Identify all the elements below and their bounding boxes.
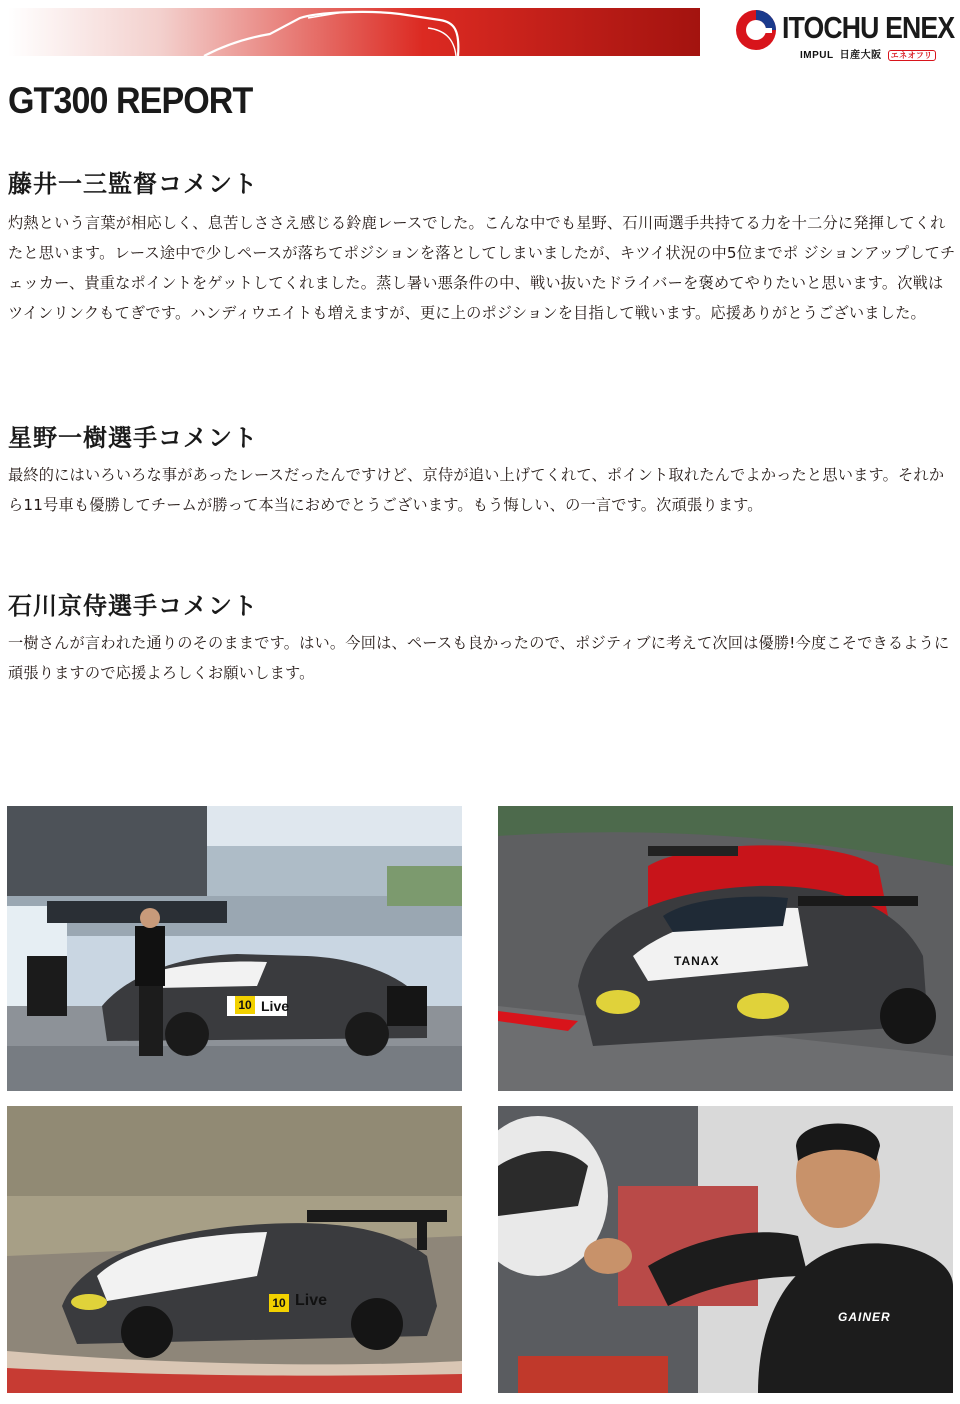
section-heading-ishikawa: 石川京侍選手コメント — [8, 592, 258, 620]
section-body-ishikawa: 一樹さんが言われた通りのそのままです。はい。今回は、ペースも良かったので、ポジティブに考えて次回は優勝!今度こそできるように頑張りますので応援よろしくお願いします。 — [8, 634, 950, 682]
car-sponsor-live: Live — [261, 998, 290, 1014]
nissan-osaka-logo: 日産大阪 — [839, 50, 882, 61]
car-number-plate: 10 — [235, 996, 255, 1014]
itochu-enex-logo — [726, 6, 956, 62]
section-heading-hoshino: 星野一樹選手コメント — [8, 424, 258, 452]
section-body-director: 灼熱という言葉が相応しく、息苦しささえ感じる鈴鹿レースでした。こんな中でも星野、石川両選手共持てる力を十二分に発揮してくれたと思います。レース途中で少しペースが落ちてポジションを落としてしまいましたが、キツイ状況の中5位までポ ジションアップしてチェッカー、貴重なポイントをゲットしてくれました。蒸し暑い悪条件の中、戦い抜いたドライバーを褒めてやりたいと思います。次戦はツインリンクもてぎです。ハンディウエイトも増えますが、更に上のポジションを目指して戦います。応援ありがとうございました。 — [8, 214, 956, 322]
suit-gainer-logo: GAINER — [838, 1310, 891, 1324]
car-number-plate-side: 10 — [269, 1294, 289, 1312]
photo-pit-stop — [7, 806, 462, 1091]
car-sponsor-tanax: TANAX — [674, 954, 720, 968]
section-heading-director: 藤井一三監督コメント — [8, 170, 258, 198]
header-banner — [8, 8, 700, 56]
brand-name: ITOCHU ENEX — [782, 10, 955, 45]
photo-car-side-view — [7, 1106, 462, 1393]
sponsor-sub-logos — [800, 46, 936, 61]
car-sponsor-live-side: Live — [295, 1292, 328, 1309]
photo-driver-portrait — [498, 1106, 953, 1393]
third-sponsor-logo: エネオフリ — [888, 50, 936, 61]
itochu-enex-emblem-icon — [734, 8, 778, 52]
section-body-hoshino: 最終的にはいろいろな事があったレースだったんですけど、京侍が追い上げてくれて、ポイント取れたんでよかったと思います。それから11号車も優勝してチームが勝って本当におめでとうございます。もう悔しい、の一言です。次頑張ります。 — [8, 466, 945, 514]
car-silhouette-graphic — [8, 8, 700, 56]
photo-car-on-track — [498, 806, 953, 1091]
impul-logo: IMPUL — [800, 50, 834, 61]
page-title: GT300 REPORT — [8, 80, 253, 121]
